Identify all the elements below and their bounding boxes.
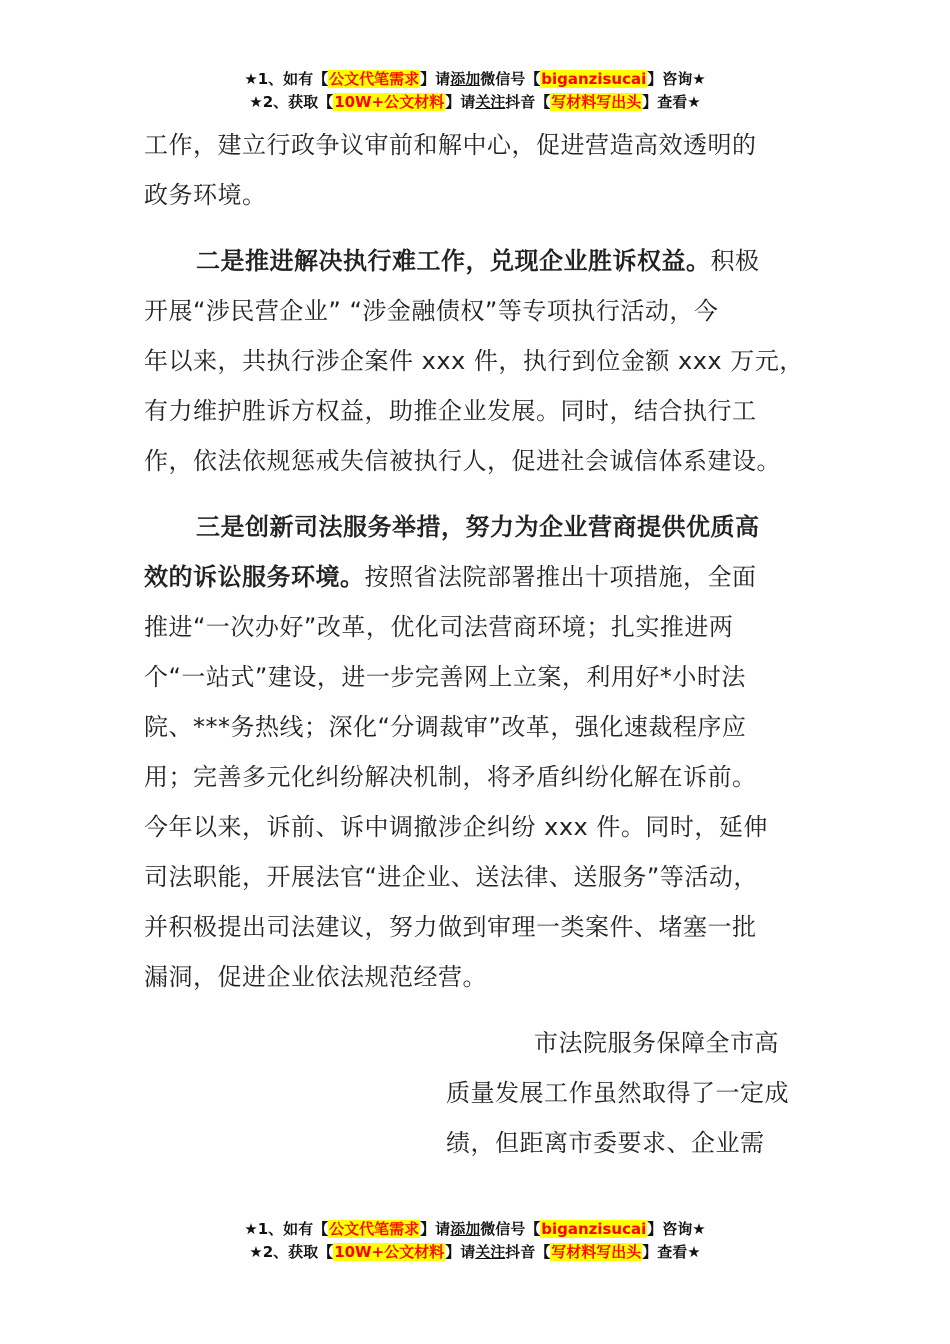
- paragraph-execution: [144, 236, 824, 486]
- highlight-materials: 10W+公文材料: [334, 93, 445, 111]
- text-line: 用；完善多元化纠纷解决机制，将矛盾纠纷化解在诉前。: [144, 763, 757, 791]
- banner-text: ★2、获取【: [249, 93, 334, 111]
- highlight-wechat-id: biganzisucai: [541, 70, 647, 88]
- text-line: 工作，建立行政争议审前和解中心，促进营造高效透明的: [144, 131, 757, 159]
- footer-banner: [0, 1218, 950, 1264]
- text-line: 漏洞，促进企业依法规范经营。: [144, 963, 487, 991]
- underlined-follow: 关注: [475, 1243, 506, 1261]
- text-line: [144, 552, 824, 602]
- paragraph-closing: [446, 1018, 826, 1168]
- text-line: 司法职能，开展法官“进企业、送法律、送服务”等活动，: [144, 863, 758, 891]
- text-run: 积极: [710, 247, 760, 275]
- text-line: 年以来，共执行涉企案件 xxx 件，执行到位金额 xxx 万元，: [144, 347, 804, 375]
- highlight-wechat-id: biganzisucai: [541, 1220, 647, 1238]
- text-line: [144, 236, 824, 286]
- text-line: 推进“一次办好”改革，优化司法营商环境；扎实推进两: [144, 613, 734, 641]
- banner-text: 抖音【: [505, 93, 551, 111]
- banner-text: 】咨询★: [647, 70, 706, 88]
- banner-line-2: [0, 91, 950, 114]
- banner-text: 微信号【: [480, 1220, 541, 1238]
- text-line: 今年以来，诉前、诉中调撤涉企纠纷 xxx 件。同时，延伸: [144, 813, 768, 841]
- text-line: 绩，但距离市委要求、企业需: [446, 1129, 765, 1157]
- banner-text: ★1、如有【: [244, 1220, 329, 1238]
- text-line: 质量发展工作虽然取得了一定成: [446, 1079, 789, 1107]
- text-line: 个“一站式”建设，进一步完善网上立案，利用好*小时法: [144, 663, 746, 691]
- text-line: 开展“涉民营企业” “涉金融债权”等专项执行活动，今: [144, 297, 719, 325]
- banner-text: 】请: [445, 93, 476, 111]
- banner-line-1: [0, 68, 950, 91]
- banner-line-2: [0, 1241, 950, 1264]
- banner-text: 】查看★: [642, 93, 701, 111]
- banner-text: 微信号【: [480, 70, 541, 88]
- highlight-douyin-account: 写材料写出头: [551, 93, 642, 111]
- underlined-add: 添加: [450, 70, 481, 88]
- underlined-follow: 关注: [475, 93, 506, 111]
- banner-text: ★2、获取【: [249, 1243, 334, 1261]
- paragraph-heading: 效的诉讼服务环境。: [144, 563, 365, 591]
- highlight-materials: 10W+公文材料: [334, 1243, 445, 1261]
- header-banner: [0, 68, 950, 114]
- text-line: 有力维护胜诉方权益，助推企业发展。同时，结合执行工: [144, 397, 757, 425]
- banner-text: 】请: [420, 1220, 451, 1238]
- banner-line-1: [0, 1218, 950, 1241]
- text-line: 作，依法依规惩戒失信被执行人，促进社会诚信体系建设。: [144, 447, 781, 475]
- banner-text: ★1、如有【: [244, 70, 329, 88]
- banner-text: 抖音【: [505, 1243, 551, 1261]
- text-line: 市法院服务保障全市高: [534, 1029, 779, 1057]
- highlight-service: 公文代笔需求: [329, 1220, 420, 1238]
- text-line: 院、***务热线；深化“分调裁审”改革，强化速裁程序应: [144, 713, 747, 741]
- banner-text: 】请: [420, 70, 451, 88]
- paragraph-judicial-services: [144, 502, 824, 1002]
- text-line: 并积极提出司法建议，努力做到审理一类案件、堵塞一批: [144, 913, 757, 941]
- banner-text: 】请: [445, 1243, 476, 1261]
- highlight-douyin-account: 写材料写出头: [551, 1243, 642, 1261]
- highlight-service: 公文代笔需求: [329, 70, 420, 88]
- paragraph-heading: 三是创新司法服务举措，努力为企业营商提供优质高: [196, 513, 760, 541]
- text-run: 按照省法院部署推出十项措施，全面: [364, 563, 757, 591]
- paragraph-heading: 二是推进解决执行难工作，兑现企业胜诉权益。: [196, 247, 711, 275]
- underlined-add: 添加: [450, 1220, 481, 1238]
- banner-text: 】查看★: [642, 1243, 701, 1261]
- text-line: 政务环境。: [144, 181, 267, 209]
- paragraph-continuation: [144, 120, 824, 220]
- banner-text: 】咨询★: [647, 1220, 706, 1238]
